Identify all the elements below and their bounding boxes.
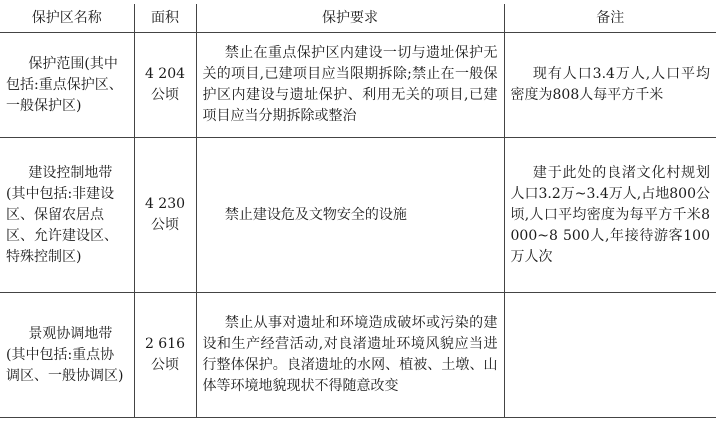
zone-name: 保护范围(其中包括:重点保护区、一般保护区) xyxy=(6,55,123,114)
table-row xyxy=(0,293,716,418)
table-row xyxy=(0,138,716,293)
area-value: 2 616 xyxy=(144,336,186,352)
area-cell xyxy=(134,33,196,138)
protection-zone-table xyxy=(0,4,716,418)
note-cell xyxy=(504,33,716,138)
area-value: 4 204 xyxy=(144,66,186,82)
requirement-text: 禁止在重点保护区内建设一切与遗址保护无关的项目,已建项目应当限期拆除;禁止在一般保护区内建设与遗址保护、利用无关的项目,已建项目应当分期拆除或整治 xyxy=(202,45,498,124)
area-value: 4 230 xyxy=(144,196,186,212)
table-body xyxy=(0,33,716,418)
note-text: 建于此处的良渚文化村规划人口3.2万~3.4万人,占地800公顷,人口平均密度为每平方千米8 000~8 500人,年接待游客100万人次 xyxy=(510,164,710,265)
table-header xyxy=(0,4,716,33)
header-note: 备注 xyxy=(504,4,716,33)
zone-name-cell xyxy=(0,293,134,418)
requirement-cell xyxy=(196,138,504,293)
area-unit: 公顷 xyxy=(151,87,179,103)
zone-name: 建设控制地带(其中包括:非建设区、保留农居点区、允许建设区、特殊控制区) xyxy=(6,164,118,265)
zone-name: 景观协调地带(其中包括:重点协调区、一般协调区) xyxy=(6,325,124,384)
note-cell xyxy=(504,293,716,418)
requirement-cell xyxy=(196,293,504,418)
area-cell xyxy=(134,293,196,418)
requirement-cell xyxy=(196,33,504,138)
header-requirement: 保护要求 xyxy=(196,4,504,33)
note-text: 现有人口3.4万人,人口平均密度为808人每平方千米 xyxy=(510,66,710,103)
zone-name-cell xyxy=(0,138,134,293)
header-row xyxy=(0,4,716,33)
header-area: 面积 xyxy=(134,4,196,33)
requirement-text: 禁止建设危及文物安全的设施 xyxy=(224,206,407,223)
note-cell xyxy=(504,138,716,293)
header-zone-name: 保护区名称 xyxy=(0,4,134,33)
area-unit: 公顷 xyxy=(151,357,179,373)
requirement-text: 禁止从事对遗址和环境造成破坏或污染的建设和生产经营活动,对良渚遗址环境风貌应当进行整体保护。良渚遗址的水网、植被、土墩、山体等环境地貌现状不得随意改变 xyxy=(202,315,498,394)
area-unit: 公顷 xyxy=(151,217,179,233)
area-cell xyxy=(134,138,196,293)
zone-name-cell xyxy=(0,33,134,138)
table-row xyxy=(0,33,716,138)
